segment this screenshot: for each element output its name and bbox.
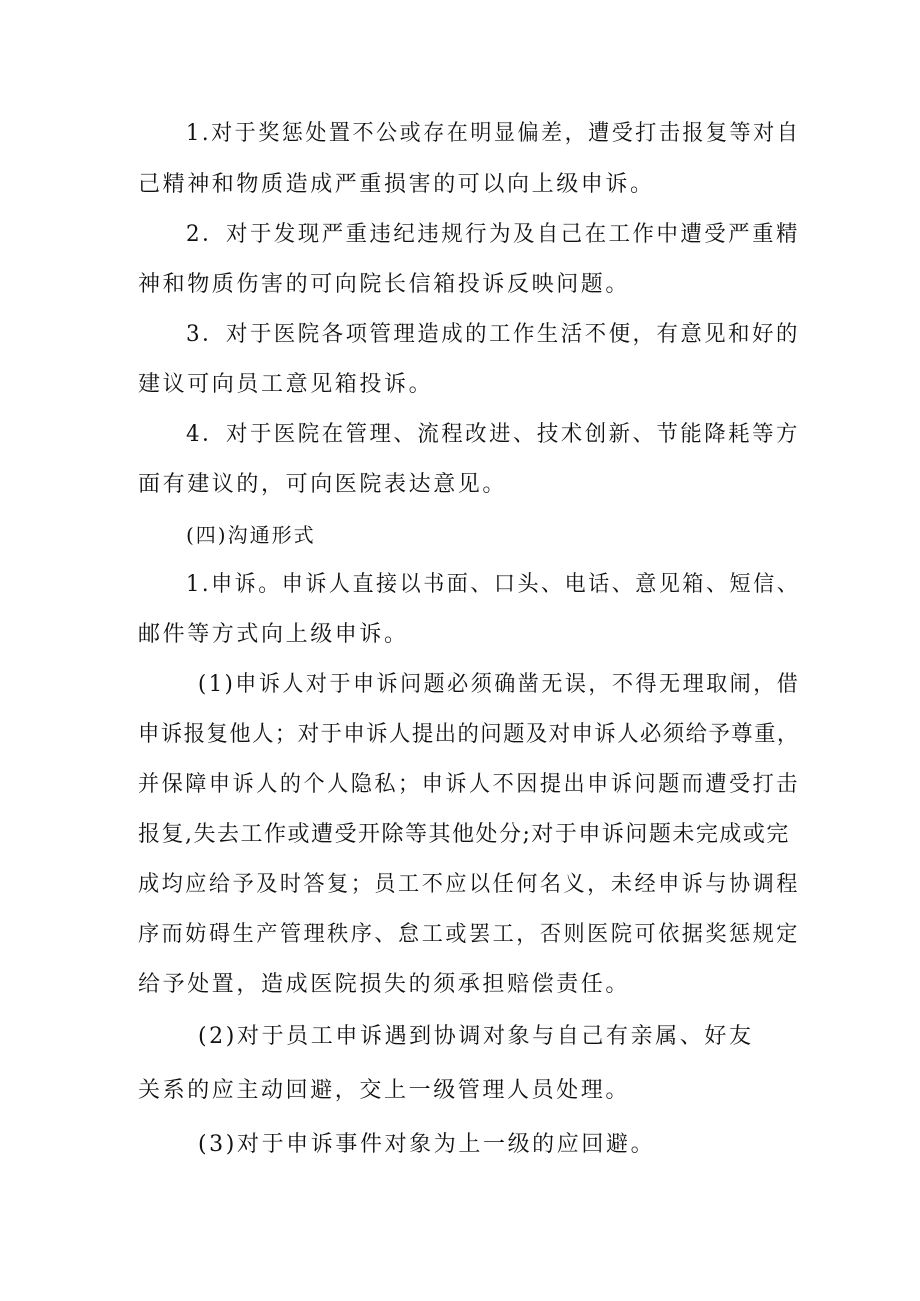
text-line: 申诉报复他人；对于申诉人提出的问题及对申诉人必须给予尊重，: [138, 722, 800, 747]
text-line: 2．对于发现严重违纪违规行为及自己在工作中遭受严重精: [186, 222, 800, 247]
text-line: 成均应给予及时答复；员工不应以任何名义，未经申诉与协调程: [138, 872, 800, 897]
text-line: (2)对于员工申诉遇到协调对象与自己有亲属、好友: [198, 1024, 754, 1049]
text-line: 面有建议的，可向医院表达意见。: [138, 472, 508, 497]
text-line: 建议可向员工意见箱投诉。: [138, 372, 434, 397]
text-line: 序而妨碍生产管理秩序、怠工或罢工，否则医院可依据奖惩规定: [138, 922, 800, 947]
text-line: 报复,失去工作或遭受开除等其他处分;对于申诉问题未完成或完: [138, 822, 790, 847]
section-heading: (四)沟通形式: [186, 523, 316, 547]
text-line: (1)申诉人对于申诉问题必须确凿无误，不得无理取闹，借: [198, 672, 801, 697]
text-line: 己精神和物质造成严重损害的可以向上级申诉。: [138, 172, 655, 197]
text-line: 1.申诉。申诉人直接以书面、口头、电话、意见箱、短信、: [186, 572, 801, 597]
text-line: 关系的应主动回避，交上一级管理人员处理。: [138, 1078, 631, 1103]
text-line: 4．对于医院在管理、流程改进、技术创新、节能降耗等方: [186, 422, 800, 447]
text-line: 3．对于医院各项管理造成的工作生活不便，有意见和好的: [186, 322, 800, 347]
text-line: 1.对于奖惩处置不公或存在明显偏差，遭受打击报复等对自: [186, 121, 801, 146]
text-line: (3)对于申诉事件对象为上一级的应回避。: [198, 1132, 656, 1157]
text-line: 邮件等方式向上级申诉。: [138, 622, 409, 647]
text-line: 给予处置，造成医院损失的须承担赔偿责任。: [138, 972, 631, 997]
text-line: 并保障申诉人的个人隐私；申诉人不因提出申诉问题而遭受打击: [138, 772, 800, 797]
text-line: 神和物质伤害的可向院长信箱投诉反映问题。: [138, 272, 631, 297]
